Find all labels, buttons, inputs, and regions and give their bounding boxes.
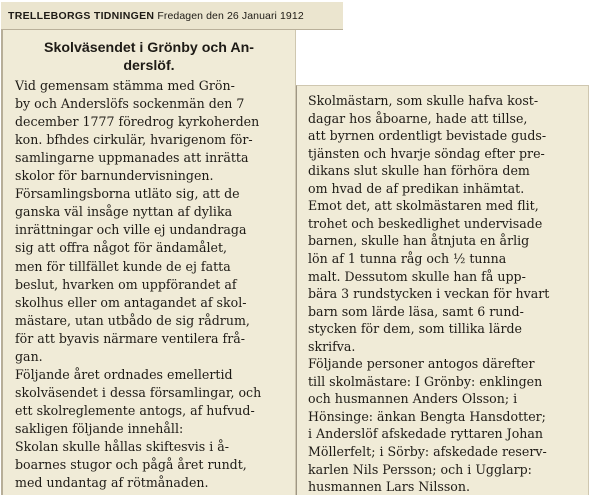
article-left-column (1, 30, 296, 495)
text-line: malt. Dessutom skulle han få upp- (308, 268, 526, 284)
headline-line: derslöf. (123, 58, 175, 74)
article-headline (19, 39, 279, 75)
text-line: tjänsten och hvarje söndag efter pre- (308, 145, 545, 161)
text-line: för att byavis närmare ventilera frå- (15, 330, 245, 346)
text-line: Hönsinge: änkan Bengta Hansdotter; (308, 408, 546, 424)
text-line: till skolmästare: I Grönby: enklingen (308, 373, 543, 389)
text-line: barn som lärde läsa, samt 6 rund- (308, 303, 524, 319)
text-line: sig att offra något för ändamålet, (15, 240, 228, 256)
masthead-date: Fredagen den 26 Januari 1912 (157, 10, 304, 22)
text-line: bära 3 rundstycken i veckan för hvart (308, 286, 550, 302)
text-line: dikans slut skulle han förhöra dem (308, 163, 530, 179)
text-line: sakligen följande innehåll: (15, 420, 184, 436)
text-line: boarnes stugor och pågå året rundt, (15, 457, 247, 473)
newspaper-masthead (1, 2, 343, 30)
text-line: Möllerfelt; i Sörby: afskedade reserv- (308, 444, 547, 459)
text-line: om hvad de af predikan inhämtat. (308, 180, 525, 196)
text-line: husmannen Lars Nilsson. (308, 479, 470, 495)
text-line: ett skolreglemente antogs, af hufvud- (15, 402, 255, 418)
text-line: men för tillfället kunde de ej fatta (15, 258, 231, 274)
text-line: Skolmästarn, som skulle hafva kost- (308, 93, 539, 108)
text-line: skolor för barnundervisningen. (15, 168, 214, 184)
text-line: lön af 1 tunna råg och ½ tunna (308, 250, 507, 266)
masthead-paper-name: TRELLEBORGS TIDNINGEN (8, 10, 155, 22)
text-line: barnen, skulle han åtnjuta en årlig (308, 233, 530, 249)
masthead-text (8, 10, 304, 22)
text-line: samlingarne uppmanades att inrätta (15, 150, 249, 166)
text-line: Församlingsborna utläto sig, att de (15, 186, 240, 202)
text-line: trohet och beskedlighet undervisade (308, 215, 543, 231)
text-line: skolhus eller om antagandet af skol- (15, 294, 247, 310)
text-line: by och Anderslöfs sockenmän den 7 (15, 96, 245, 112)
text-line: med undantag af rötmånaden. (15, 475, 209, 491)
text-line: karlen Nils Persson; och i Ugglarp: (308, 461, 532, 477)
text-line: skolväsendet i dessa församlingar, och (15, 384, 262, 400)
text-line: i Anderslöf afskedade ryttaren Johan (308, 426, 544, 442)
headline-line: Skolväsendet i Grönby och An- (44, 40, 254, 56)
text-line: dagar hos åboarne, hade att tillse, (308, 110, 528, 126)
text-line: gan. (15, 348, 43, 364)
text-line: Följande året ordnades emellertid (15, 366, 233, 382)
text-line: och husmannen Anders Olsson; i (308, 391, 518, 407)
text-line: Skolan skulle hållas skiftesvis i å- (15, 439, 230, 454)
text-line: beslut, hvarken om uppförandet af (15, 276, 237, 292)
text-line: kon. bfhdes cirkulär, hvarigenom för- (15, 132, 253, 148)
text-line: inrättningar och ville ej undandraga (15, 222, 247, 238)
text-line: Vid gemensam stämma med Grön- (15, 78, 235, 93)
text-line: Följande personer antogos därefter (308, 356, 535, 372)
text-line: stycken för dem, som tillika lärde (308, 321, 522, 337)
text-line: att byrnen ordentligt bevistade guds- (308, 128, 547, 144)
article-right-column (296, 85, 589, 495)
text-line: december 1777 föredrog kyrkoherden (15, 114, 260, 130)
text-line: skrifva. (308, 338, 356, 354)
text-line: ganska väl insåge nyttan af dylika (15, 204, 233, 220)
text-line: mästare, utan utbådo de sig rådrum, (15, 312, 250, 328)
text-line: Emot det, att skolmästaren med flit, (308, 198, 539, 214)
